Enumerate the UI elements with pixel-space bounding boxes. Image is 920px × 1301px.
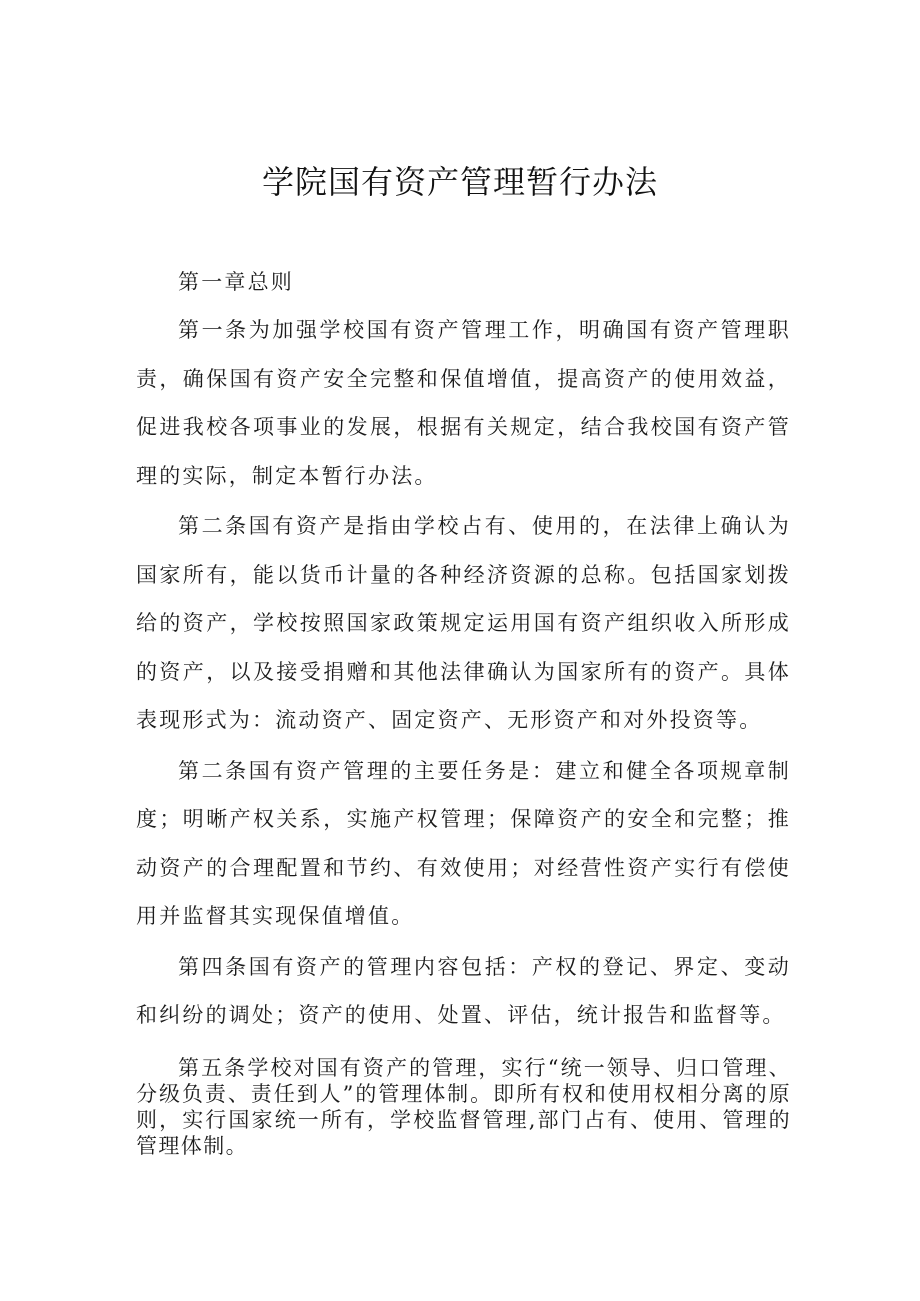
article-1: 第一条为加强学校国有资产管理工作，明确国有资产管理职责，确保国有资产安全完整和保值增值，提高资产的使用效益，促进我校各项事业的发展，根据有关规定，结合我校国有资产管理的实际，制定本暂行办法。 <box>136 318 791 488</box>
article-3: 第二条国有资产管理的主要任务是：建立和健全各项规章制度；明晰产权关系，实施产权管理；保障资产的安全和完整；推动资产的合理配置和节约、有效使用；对经营性资产实行有偿使用并监督其实现保值增值。 <box>136 758 791 928</box>
article-4: 第四条国有资产的管理内容包括：产权的登记、界定、变动和纠纷的调处；资产的使用、处置、评估，统计报告和监督等。 <box>136 954 791 1027</box>
document-body <box>136 257 791 1159</box>
article-2: 第二条国有资产是指由学校占有、使用的，在法律上确认为国家所有，能以货币计量的各种经济资源的总称。包括国家划拨给的资产，学校按照国家政策规定运用国有资产组织收入所形成的资产，以及接受捐赠和其他法律确认为国家所有的资产。具体表现形式为：流动资产、固定资产、无形资产和对外投资等。 <box>136 514 791 732</box>
article-5: 第五条学校对国有资产的管理，实行“统一领导、归口管理、分级负责、责任到人”的管理体制。即所有权和使用权相分离的原则，实行国家统一所有，学校监督管理,部门占有、使用、管理的管理体制。 <box>136 1055 791 1158</box>
chapter-heading: 第一章总则 <box>178 270 294 294</box>
document-title: 学院国有资产管理暂行办法 <box>261 163 658 201</box>
